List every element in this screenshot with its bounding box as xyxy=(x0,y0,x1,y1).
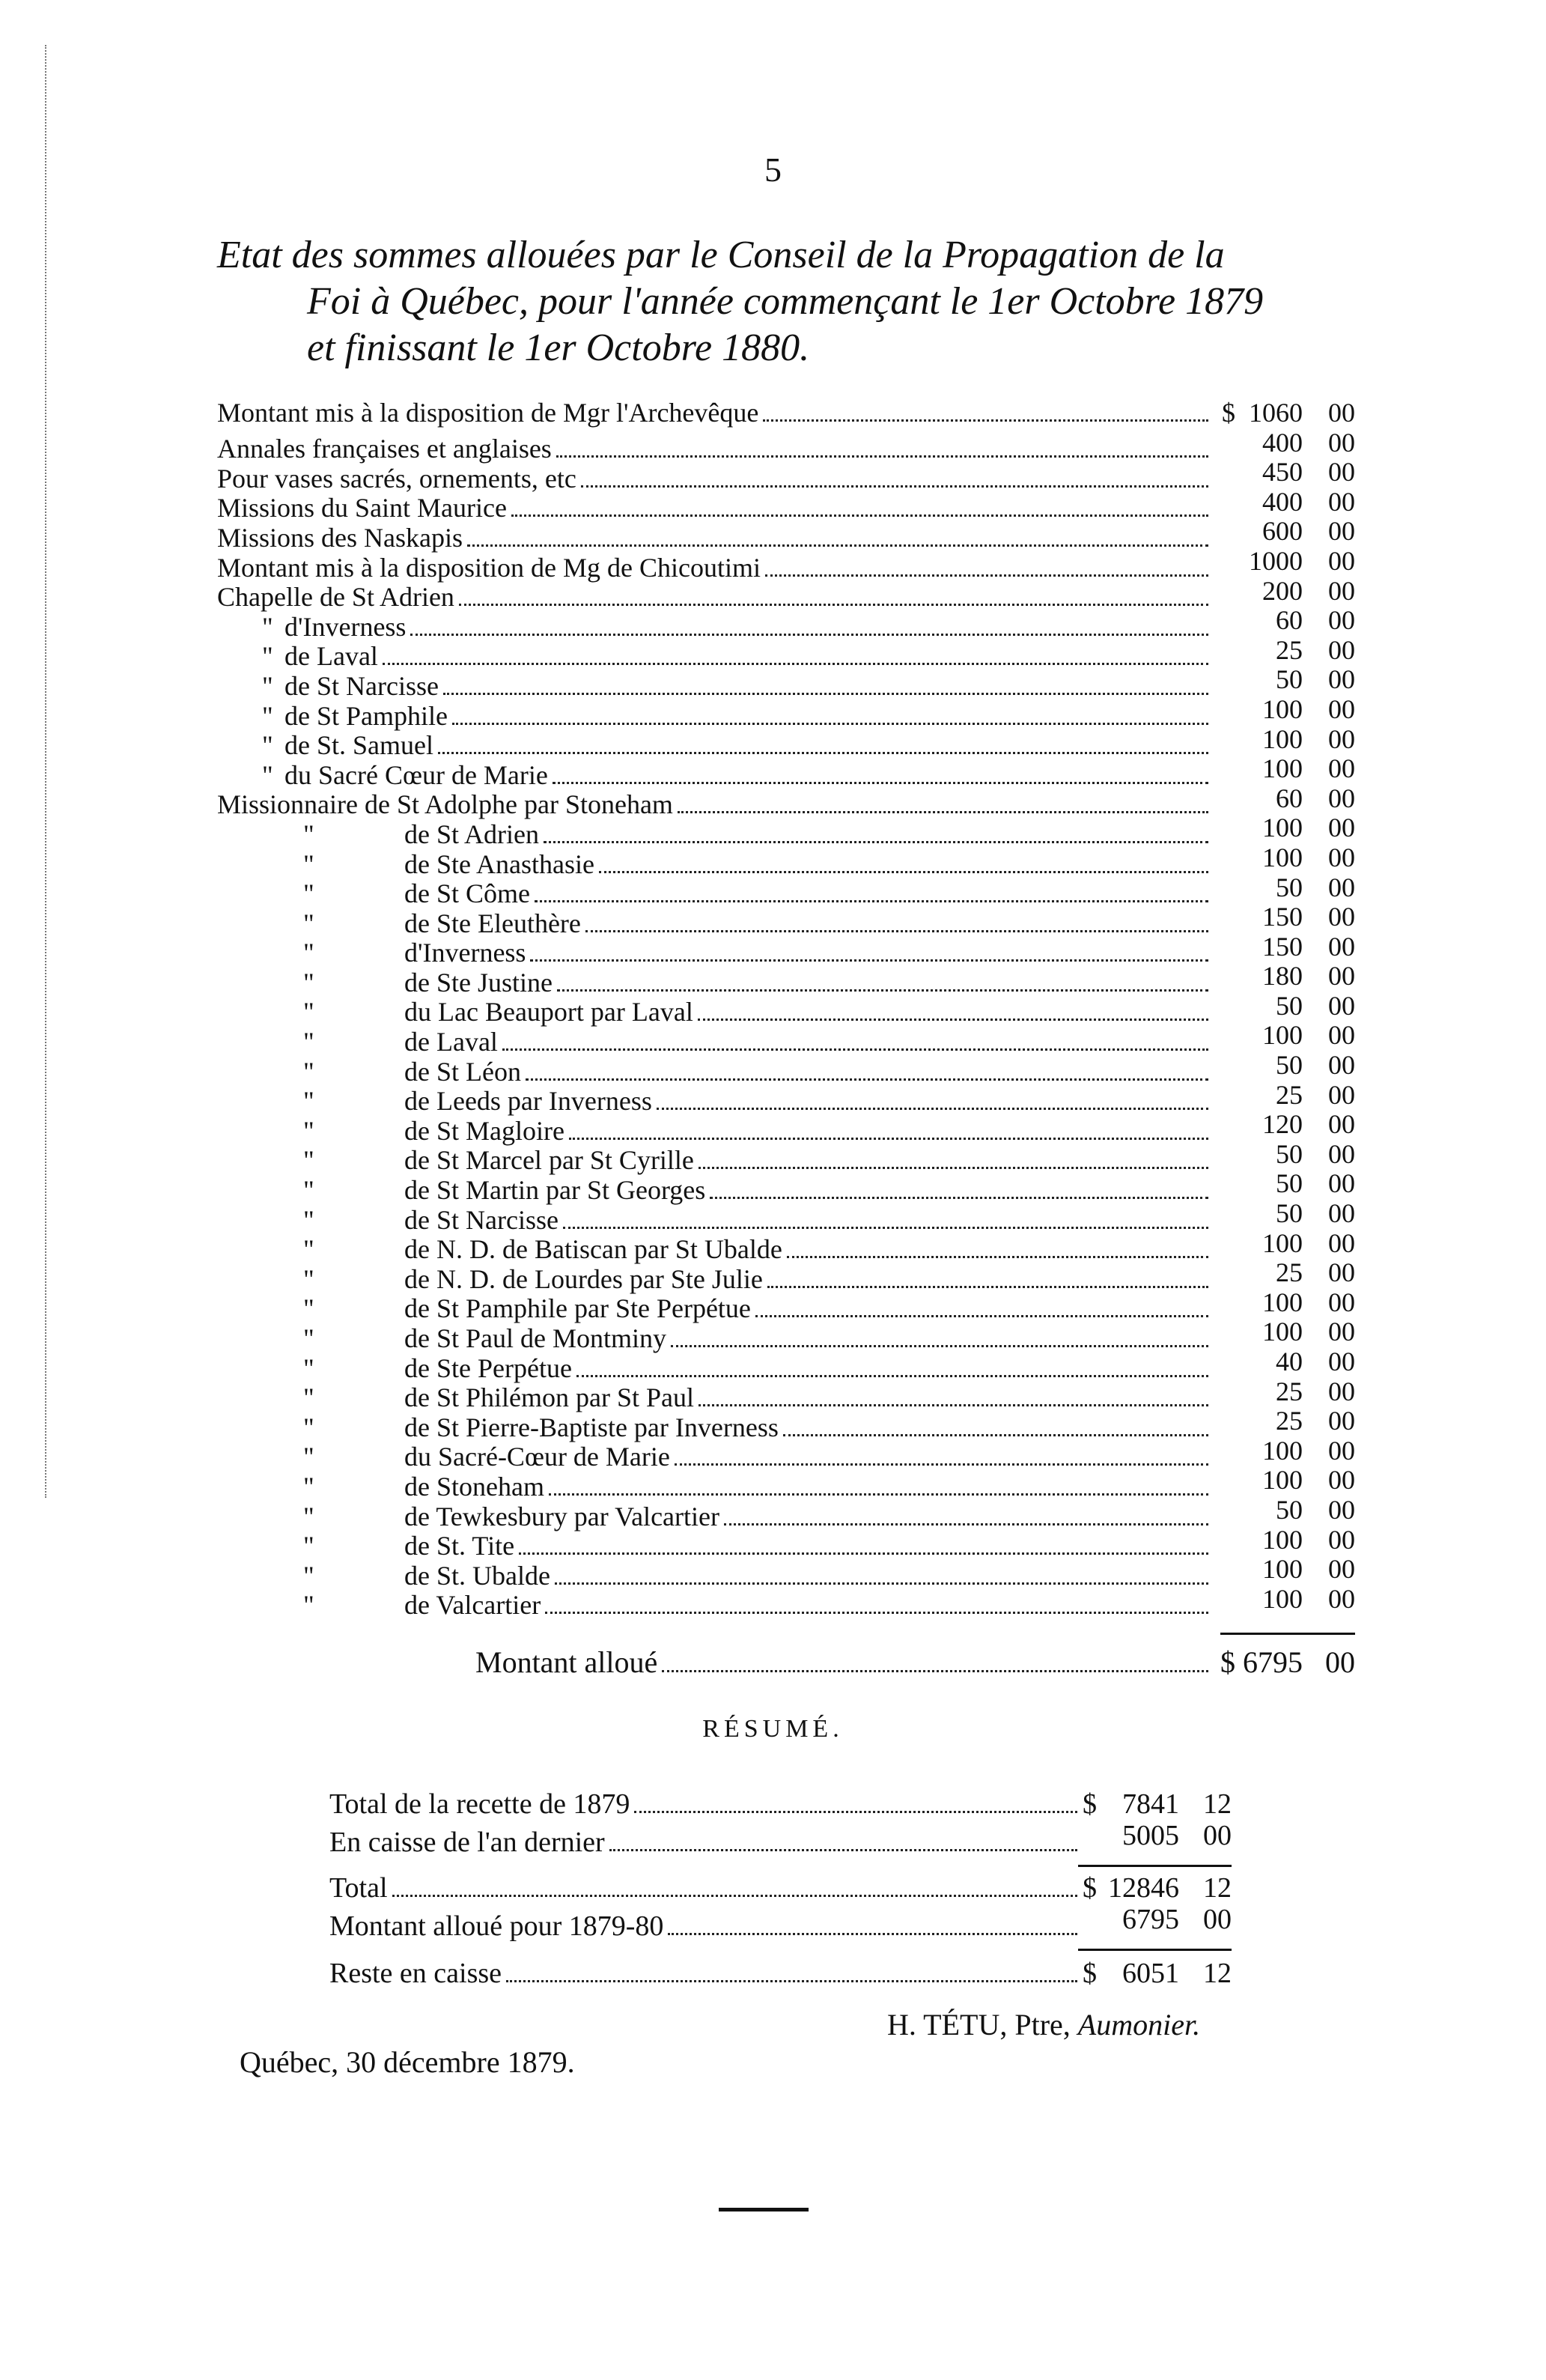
ditto-mark: " xyxy=(262,700,273,731)
ditto-mark: " xyxy=(303,1382,314,1413)
amount-amount: 1060 xyxy=(1249,398,1303,428)
dot-leader xyxy=(519,1552,1208,1555)
row-amount xyxy=(1213,1258,1355,1288)
row-label: Missions des Naskapis xyxy=(217,523,463,553)
row-amount xyxy=(1213,577,1355,607)
ditto-mark: " xyxy=(303,938,314,968)
amount-cents: 12 xyxy=(1203,1872,1232,1904)
amount-cents: 00 xyxy=(1328,1465,1355,1496)
row-label: de Valcartier xyxy=(404,1591,541,1621)
dot-leader xyxy=(581,485,1208,488)
amount-amount: 6795 xyxy=(1122,1904,1179,1935)
row-amount xyxy=(1082,1904,1232,1935)
dot-leader xyxy=(459,604,1208,606)
row-label: de St Pierre-Baptiste par Inverness xyxy=(404,1412,779,1442)
summary-block-totals xyxy=(329,1872,1232,1942)
amount-currency: $ xyxy=(1083,1872,1097,1904)
amount-amount: 100 xyxy=(1262,813,1303,843)
row-label: de St Magloire xyxy=(404,1116,564,1146)
ditto-mark: " xyxy=(303,878,314,909)
amount-cents: 00 xyxy=(1328,693,1355,724)
title-line-2: Foi à Québec, pour l'année commençant le 1er Octobre 1879 xyxy=(307,280,1264,323)
dot-leader xyxy=(530,959,1208,962)
row-amount xyxy=(1213,962,1355,992)
amount-currency: $ xyxy=(1222,398,1235,428)
amount-cents: 12 xyxy=(1203,1788,1232,1820)
amount-amount: 100 xyxy=(1262,1020,1303,1051)
amount-amount: 450 xyxy=(1262,457,1303,488)
row-label: de St Narcisse xyxy=(404,1205,559,1235)
dot-leader xyxy=(555,1582,1208,1585)
amount-cents: 00 xyxy=(1328,457,1355,488)
row-label: de St. Ubalde xyxy=(404,1561,550,1591)
dot-leader xyxy=(699,1167,1208,1169)
summary-block-balance xyxy=(329,1958,1232,1989)
amount-amount: 50 xyxy=(1276,990,1303,1021)
dot-leader xyxy=(576,1375,1208,1377)
row-amount xyxy=(1213,1526,1355,1555)
summary-rule-1 xyxy=(1078,1865,1232,1867)
amount-cents: 00 xyxy=(1328,872,1355,902)
amount-amount: 7841 xyxy=(1122,1788,1179,1820)
amount-amount: 180 xyxy=(1262,961,1303,992)
row-amount xyxy=(1213,754,1355,784)
dot-leader xyxy=(662,1670,1208,1672)
amount-amount: 25 xyxy=(1276,1079,1303,1110)
amount-amount: 100 xyxy=(1262,723,1303,754)
signature xyxy=(887,2007,1200,2042)
amount-cents: 00 xyxy=(1328,813,1355,843)
amount-amount: 1000 xyxy=(1249,545,1303,576)
ledger-row xyxy=(217,398,1355,428)
dot-leader xyxy=(438,752,1208,754)
resume-heading: RÉSUMÉ. xyxy=(702,1715,844,1743)
ditto-mark: " xyxy=(303,1263,314,1294)
amount-cents: 00 xyxy=(1328,902,1355,932)
amount-cents: 00 xyxy=(1328,1317,1355,1347)
amount-cents: 00 xyxy=(1328,783,1355,813)
amount-amount: 100 xyxy=(1262,1524,1303,1555)
amount-cents: 00 xyxy=(1328,990,1355,1021)
amount-amount: 100 xyxy=(1262,1465,1303,1496)
dot-leader xyxy=(511,514,1208,517)
dot-leader xyxy=(671,1345,1208,1347)
dot-leader xyxy=(506,1980,1077,1982)
row-amount xyxy=(1082,1788,1232,1820)
summary-rule-2 xyxy=(1078,1949,1232,1951)
amount-amount: 100 xyxy=(1262,1317,1303,1347)
document-title xyxy=(217,232,1355,371)
dot-leader xyxy=(599,871,1208,873)
row-label: Annales françaises et anglaises xyxy=(217,434,552,464)
amount-cents: 00 xyxy=(1203,1820,1232,1851)
ditto-mark: " xyxy=(303,1086,314,1117)
row-label: de St Philémon par St Paul xyxy=(404,1383,694,1413)
row-label: Chapelle de St Adrien xyxy=(217,583,454,613)
amount-cents: 00 xyxy=(1328,1257,1355,1288)
closing-rule xyxy=(719,2208,809,2211)
amount-amount: 50 xyxy=(1276,1168,1303,1199)
ledger-row xyxy=(329,1958,1232,1989)
amount-cents: 00 xyxy=(1328,1435,1355,1466)
amount-amount: 50 xyxy=(1276,664,1303,695)
ditto-mark: " xyxy=(303,1115,314,1146)
row-amount xyxy=(1213,1110,1355,1140)
total-rule xyxy=(1220,1633,1355,1635)
amount-cents: 00 xyxy=(1328,753,1355,784)
amount-amount: 25 xyxy=(1276,1376,1303,1406)
page-number: 5 xyxy=(764,151,782,189)
row-amount xyxy=(1213,606,1355,636)
date-line: Québec, 30 décembre 1879. xyxy=(240,2045,575,2079)
row-amount xyxy=(1213,1436,1355,1466)
dot-leader xyxy=(383,663,1208,665)
ditto-mark: " xyxy=(303,1175,314,1206)
dot-leader xyxy=(545,1612,1208,1614)
row-amount xyxy=(1213,1081,1355,1111)
ledger-row xyxy=(217,664,1355,701)
amount-cents: 00 xyxy=(1328,1138,1355,1169)
row-label: de St Léon xyxy=(404,1057,521,1087)
dot-leader xyxy=(724,1523,1208,1526)
row-amount xyxy=(1213,902,1355,932)
amount-cents: 00 xyxy=(1328,427,1355,458)
row-amount xyxy=(1213,1555,1355,1585)
dot-leader xyxy=(526,1078,1208,1081)
dot-leader xyxy=(668,1933,1077,1935)
ditto-mark: " xyxy=(303,1204,314,1235)
title-line-3: et finissant le 1er Octobre 1880. xyxy=(307,327,810,369)
amount-cents: 00 xyxy=(1328,1109,1355,1140)
ditto-mark: " xyxy=(303,1412,314,1442)
row-label: de St Adrien xyxy=(404,819,539,849)
dot-leader xyxy=(699,1404,1208,1406)
row-amount xyxy=(1213,695,1355,725)
dot-leader xyxy=(634,1811,1077,1813)
allocated-total-amount: $ 6795 00 xyxy=(1220,1645,1355,1679)
amount-amount: 400 xyxy=(1262,427,1303,458)
row-label: de Laval xyxy=(284,642,378,672)
amount-cents: 00 xyxy=(1328,961,1355,992)
ditto-mark: " xyxy=(303,1442,314,1472)
amount-cents: 00 xyxy=(1328,931,1355,962)
row-label: de St Marcel par St Cyrille xyxy=(404,1146,694,1176)
amount-amount: 5005 xyxy=(1122,1820,1179,1851)
row-amount xyxy=(1213,1021,1355,1051)
amount-cents: 00 xyxy=(1328,398,1355,428)
row-label: En caisse de l'an dernier xyxy=(329,1827,605,1858)
ditto-mark: " xyxy=(303,1234,314,1265)
dot-leader xyxy=(556,455,1208,458)
row-amount xyxy=(1213,784,1355,814)
row-label: de St Pamphile par Ste Perpétue xyxy=(404,1294,751,1324)
row-amount xyxy=(1082,1872,1232,1904)
amount-cents: 00 xyxy=(1328,723,1355,754)
signature-role: Aumonier. xyxy=(1077,2008,1201,2041)
amount-currency: $ xyxy=(1083,1958,1097,1989)
amount-cents: 00 xyxy=(1328,1524,1355,1555)
amount-cents: 00 xyxy=(1328,605,1355,636)
amount-cents: 00 xyxy=(1328,1079,1355,1110)
dot-leader xyxy=(569,1138,1208,1140)
amount-cents: 00 xyxy=(1328,1050,1355,1081)
row-label: Reste en caisse xyxy=(329,1958,502,1989)
dot-leader xyxy=(585,930,1208,932)
row-amount xyxy=(1213,1347,1355,1377)
row-amount xyxy=(1213,1169,1355,1199)
amount-currency: $ xyxy=(1083,1788,1097,1820)
row-amount xyxy=(1213,636,1355,666)
ditto-mark: " xyxy=(303,819,314,849)
row-amount xyxy=(1213,813,1355,843)
row-amount xyxy=(1213,873,1355,903)
ditto-mark: " xyxy=(303,997,314,1027)
amount-amount: 150 xyxy=(1262,902,1303,932)
row-amount xyxy=(1082,1958,1232,1989)
ditto-mark: " xyxy=(262,759,273,790)
amount-cents: 00 xyxy=(1328,1020,1355,1051)
amount-cents: 00 xyxy=(1328,1168,1355,1199)
dot-leader xyxy=(535,900,1208,902)
dot-leader xyxy=(763,419,1208,422)
ledger-row xyxy=(217,427,1355,464)
amount-cents: 00 xyxy=(1328,575,1355,606)
ditto-mark: " xyxy=(303,1471,314,1502)
dot-leader xyxy=(392,1895,1077,1897)
allocated-total-label: Montant alloué xyxy=(475,1645,658,1679)
row-amount xyxy=(1213,517,1355,547)
amount-amount: 12846 xyxy=(1108,1872,1179,1904)
dot-leader xyxy=(698,1019,1208,1021)
amount-amount: 50 xyxy=(1276,1198,1303,1229)
ledger-row xyxy=(329,1820,1232,1858)
amount-cents: 00 xyxy=(1328,1287,1355,1317)
amount-amount: 25 xyxy=(1276,1257,1303,1288)
dot-leader xyxy=(563,1227,1208,1229)
amount-amount: 400 xyxy=(1262,486,1303,517)
ditto-mark: " xyxy=(303,1531,314,1561)
row-label: Total de la recette de 1879 xyxy=(329,1788,630,1820)
amount-cents: 00 xyxy=(1328,1554,1355,1585)
amount-cents: 00 xyxy=(1328,516,1355,547)
dot-leader xyxy=(452,723,1208,725)
row-amount xyxy=(1213,725,1355,755)
row-label: Montant alloué pour 1879-80 xyxy=(329,1910,664,1942)
row-label: du Sacré-Cœur de Marie xyxy=(404,1442,670,1472)
row-amount xyxy=(1213,428,1355,458)
ledger-row xyxy=(329,1788,1232,1820)
dot-leader xyxy=(678,811,1208,813)
ditto-mark: " xyxy=(303,1501,314,1531)
row-amount xyxy=(1213,1406,1355,1436)
amount-amount: 100 xyxy=(1262,753,1303,784)
ditto-mark: " xyxy=(262,611,273,642)
amount-amount: 100 xyxy=(1262,693,1303,724)
row-label: de St Pamphile xyxy=(284,701,448,731)
amount-cents: 00 xyxy=(1328,634,1355,665)
dot-leader xyxy=(410,634,1208,636)
row-label: du Sacré Cœur de Marie xyxy=(284,760,548,790)
row-label: d'Inverness xyxy=(404,938,526,968)
amount-cents: 00 xyxy=(1328,842,1355,872)
ditto-mark: " xyxy=(303,1293,314,1324)
row-label: de Tewkesbury par Valcartier xyxy=(404,1502,719,1531)
amount-amount: 25 xyxy=(1276,634,1303,665)
row-amount xyxy=(1213,1199,1355,1229)
ledger-row xyxy=(329,1904,1232,1942)
ditto-mark: " xyxy=(262,641,273,672)
amount-cents: 00 xyxy=(1328,1347,1355,1376)
amount-amount: 200 xyxy=(1262,575,1303,606)
amount-cents: 12 xyxy=(1203,1958,1232,1989)
row-label: d'Inverness xyxy=(284,612,407,642)
row-amount xyxy=(1213,398,1355,428)
row-label: Pour vases sacrés, ornements, etc xyxy=(217,464,576,494)
ditto-mark: " xyxy=(303,908,314,938)
amount-amount: 60 xyxy=(1276,783,1303,813)
row-label: de N. D. de Batiscan par St Ubalde xyxy=(404,1235,782,1265)
ditto-mark: " xyxy=(262,670,273,701)
amount-cents: 00 xyxy=(1328,1198,1355,1229)
row-amount xyxy=(1213,1288,1355,1318)
margin-scan-mark xyxy=(45,45,54,1498)
dot-leader xyxy=(657,1108,1208,1110)
ditto-mark: " xyxy=(303,1590,314,1621)
amount-amount: 120 xyxy=(1262,1109,1303,1140)
dot-leader xyxy=(553,782,1208,784)
amount-amount: 50 xyxy=(1276,872,1303,902)
allocation-ledger xyxy=(217,398,1355,1621)
row-label: du Lac Beauport par Laval xyxy=(404,998,693,1027)
row-label: Montant mis à la disposition de Mgr l'Archevêque xyxy=(217,398,759,428)
amount-amount: 50 xyxy=(1276,1050,1303,1081)
dot-leader xyxy=(783,1434,1208,1436)
row-amount xyxy=(1213,932,1355,962)
row-amount xyxy=(1213,1140,1355,1170)
amount-amount: 50 xyxy=(1276,1494,1303,1525)
dot-leader xyxy=(544,841,1208,843)
amount-cents: 00 xyxy=(1203,1904,1232,1935)
row-amount xyxy=(1213,992,1355,1021)
amount-amount: 100 xyxy=(1262,1287,1303,1317)
row-label: Montant mis à la disposition de Mg de Chicoutimi xyxy=(217,553,761,583)
ditto-mark: " xyxy=(303,1145,314,1176)
row-label: de Stoneham xyxy=(404,1472,544,1502)
dot-leader xyxy=(755,1315,1208,1317)
row-label: de Ste Eleuthère xyxy=(404,908,581,938)
amount-cents: 00 xyxy=(1328,1376,1355,1406)
ditto-mark: " xyxy=(303,967,314,998)
amount-amount: 100 xyxy=(1262,1435,1303,1466)
amount-amount: 25 xyxy=(1276,1406,1303,1436)
summary-block-receipts xyxy=(329,1788,1232,1858)
row-amount xyxy=(1213,488,1355,517)
amount-amount: 100 xyxy=(1262,1554,1303,1585)
row-amount xyxy=(1213,458,1355,488)
amount-amount: 100 xyxy=(1262,1583,1303,1614)
amount-amount: 150 xyxy=(1262,931,1303,962)
row-label: de St Martin par St Georges xyxy=(404,1176,706,1206)
row-label: de Leeds par Inverness xyxy=(404,1087,652,1117)
amount-amount: 50 xyxy=(1276,1138,1303,1169)
row-amount xyxy=(1213,1496,1355,1526)
row-label: Missionnaire de St Adolphe par Stoneham xyxy=(217,790,673,820)
dot-leader xyxy=(710,1197,1208,1199)
row-label: de St. Samuel xyxy=(284,731,433,761)
row-amount xyxy=(1213,547,1355,577)
row-label: de Laval xyxy=(404,1027,498,1057)
amount-cents: 00 xyxy=(1328,1494,1355,1525)
dot-leader xyxy=(675,1463,1208,1466)
allocated-total-row xyxy=(475,1645,1355,1680)
title-line-1: Etat des sommes allouées par le Conseil de la Propagation de la xyxy=(217,234,1225,276)
amount-cents: 00 xyxy=(1328,664,1355,695)
row-amount xyxy=(1213,665,1355,695)
ledger-row xyxy=(329,1872,1232,1904)
row-label: de St. Tite xyxy=(404,1531,515,1561)
amount-amount: 100 xyxy=(1262,1227,1303,1258)
ditto-mark: " xyxy=(303,849,314,879)
row-label: de N. D. de Lourdes par Ste Julie xyxy=(404,1264,763,1294)
row-label: de Ste Anasthasie xyxy=(404,849,594,879)
row-amount xyxy=(1213,1585,1355,1615)
amount-amount: 60 xyxy=(1276,605,1303,636)
dot-leader xyxy=(557,989,1208,992)
amount-cents: 00 xyxy=(1328,1227,1355,1258)
dot-leader xyxy=(767,1286,1208,1288)
amount-amount: 100 xyxy=(1262,842,1303,872)
dot-leader xyxy=(787,1256,1208,1258)
row-label: de St Narcisse xyxy=(284,671,439,701)
dot-leader xyxy=(443,693,1208,695)
row-amount xyxy=(1213,1377,1355,1407)
dot-leader xyxy=(502,1048,1208,1051)
ditto-mark: " xyxy=(262,730,273,761)
amount-cents: 00 xyxy=(1328,545,1355,576)
dot-leader xyxy=(609,1849,1077,1851)
row-label: de St Côme xyxy=(404,879,530,909)
ditto-mark: " xyxy=(303,1056,314,1087)
row-amount xyxy=(1213,1051,1355,1081)
ditto-mark: " xyxy=(303,1323,314,1353)
row-label: Total xyxy=(329,1872,388,1904)
dot-leader xyxy=(549,1493,1208,1496)
signature-name: H. TÉTU, Ptre, xyxy=(887,2008,1071,2041)
row-amount xyxy=(1082,1820,1232,1851)
amount-amount: 6051 xyxy=(1122,1958,1179,1989)
ditto-mark: " xyxy=(303,1027,314,1057)
ditto-mark: " xyxy=(303,1560,314,1591)
row-label: de St Paul de Montminy xyxy=(404,1324,666,1353)
amount-cents: 00 xyxy=(1328,1406,1355,1436)
dot-leader xyxy=(467,544,1208,547)
amount-amount: 600 xyxy=(1262,516,1303,547)
row-amount xyxy=(1213,1229,1355,1259)
row-amount xyxy=(1213,1317,1355,1347)
row-amount xyxy=(1213,843,1355,873)
amount-cents: 00 xyxy=(1328,1583,1355,1614)
row-label: Missions du Saint Maurice xyxy=(217,494,507,523)
dot-leader xyxy=(765,574,1208,577)
amount-amount: 40 xyxy=(1276,1347,1303,1376)
row-label: de Ste Perpétue xyxy=(404,1353,572,1383)
amount-cents: 00 xyxy=(1328,486,1355,517)
row-label: de Ste Justine xyxy=(404,968,553,998)
ditto-mark: " xyxy=(303,1353,314,1383)
row-amount xyxy=(1213,1466,1355,1496)
